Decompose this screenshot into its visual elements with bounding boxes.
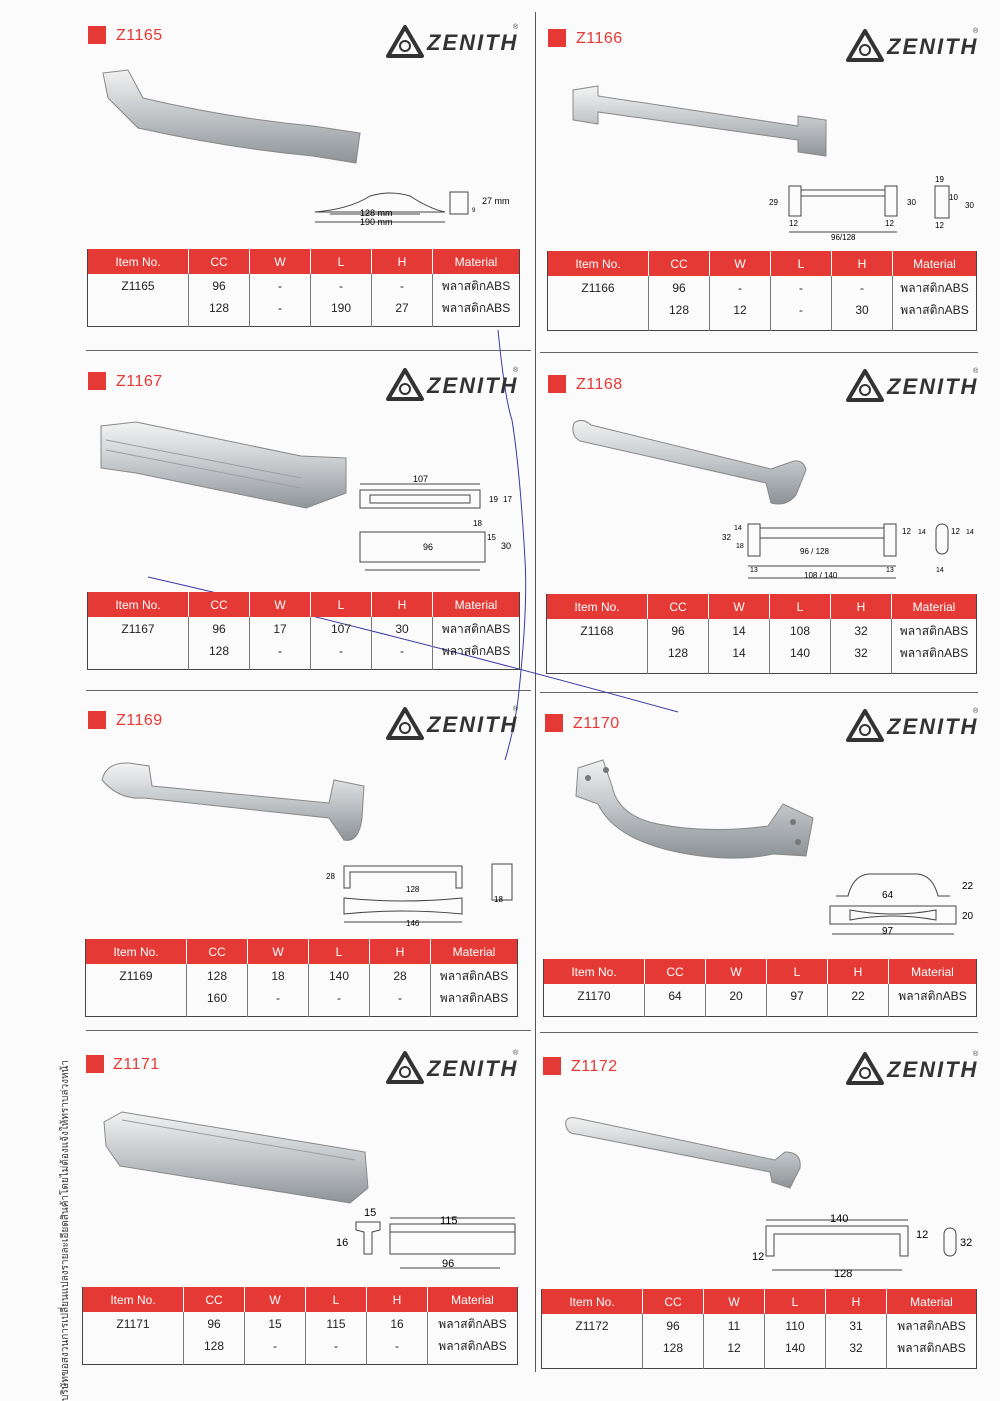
dim-label: 190 mm — [360, 217, 393, 227]
cell-item: Z1169 — [86, 964, 187, 1016]
product-photo — [568, 78, 833, 163]
dim-label: 12 — [935, 221, 944, 230]
header-h: H — [831, 594, 892, 619]
spec-table — [82, 1287, 518, 1365]
product-code: Z1171 — [113, 1056, 160, 1073]
cell-w: 15 - — [245, 1312, 306, 1364]
product-photo — [560, 1112, 810, 1194]
cell-material: พลาสติกABS พลาสติกABS — [899, 624, 969, 660]
cell-item: Z1166 — [548, 276, 649, 330]
zenith-triangle-icon — [845, 28, 885, 64]
header-h: H — [832, 251, 893, 276]
brand-name: ZENITH — [427, 712, 519, 737]
header-w: W — [248, 939, 309, 964]
product-photo — [94, 758, 374, 848]
dim-label: 28 — [326, 872, 335, 881]
registered-mark: ® — [513, 1050, 519, 1057]
header-item-no: Item No. — [547, 594, 648, 619]
header-l: L — [311, 249, 372, 274]
zenith-triangle-icon — [385, 367, 425, 403]
product-code: Z1167 — [116, 373, 163, 390]
header-w: W — [245, 1287, 306, 1312]
cell-w: - - — [250, 274, 311, 326]
registered-mark: ® — [973, 28, 979, 35]
product-code: Z1170 — [573, 715, 620, 732]
spec-table — [87, 249, 520, 327]
zenith-logo — [845, 708, 985, 744]
cell-material: พลาสติกABS พลาสติกABS — [439, 969, 509, 1005]
header-cc: CC — [189, 249, 250, 274]
cell-w: 11 12 — [704, 1314, 765, 1368]
product-code: Z1165 — [116, 27, 163, 44]
header-l: L — [306, 1287, 367, 1312]
cell-material: พลาสติกABS พลาสติกABS — [900, 281, 969, 317]
dimension-drawing — [310, 184, 530, 230]
dim-label: 30 — [501, 541, 512, 551]
dim-label: 30 — [965, 201, 974, 210]
cell-material: พลาสติกABS พลาสติกABS — [897, 1319, 966, 1355]
dim-label: 96 — [442, 1258, 455, 1270]
zenith-logo — [845, 368, 985, 404]
cell-cc: 96 128 — [189, 617, 250, 669]
zenith-logo — [385, 367, 525, 403]
product-code: Z1169 — [116, 712, 163, 729]
dim-label: 12 — [885, 219, 894, 228]
code-marker — [548, 375, 566, 393]
cell-l: - 190 — [311, 274, 372, 326]
product-photo — [96, 418, 351, 513]
dim-label: 107 — [413, 474, 429, 484]
zenith-triangle-icon — [385, 1050, 425, 1086]
zenith-triangle-icon — [845, 708, 885, 744]
dim-label: 146 — [406, 919, 420, 928]
dim-label: 15 — [364, 1207, 377, 1219]
header-l: L — [771, 251, 832, 276]
registered-mark: ® — [973, 708, 979, 715]
product-photo — [100, 1108, 375, 1208]
header-cc: CC — [643, 1289, 704, 1314]
product-photo — [566, 415, 816, 510]
cell-material: พลาสติกABS พลาสติกABS — [441, 279, 511, 315]
header-h: H — [370, 939, 431, 964]
dim-label: 96 / 128 — [800, 547, 829, 556]
cell-l: 107 - — [311, 617, 372, 669]
header-item-no: Item No. — [544, 959, 645, 984]
zenith-triangle-icon — [385, 706, 425, 742]
cell-w: 20 — [706, 984, 767, 1016]
dim-label: 27 mm — [482, 196, 510, 206]
cell-w: 14 14 — [709, 619, 770, 673]
dim-label: 128 mm — [360, 208, 393, 218]
cell-l: 108 140 — [770, 619, 831, 673]
dim-label: 12 — [916, 1229, 929, 1241]
header-w: W — [250, 592, 311, 617]
dim-label: 10 — [949, 193, 958, 202]
dim-label: 12 — [951, 527, 960, 536]
zenith-triangle-icon — [845, 368, 885, 404]
cell-w: 18 - — [248, 964, 309, 1016]
cell-item: Z1168 — [547, 619, 648, 673]
dimension-drawing — [765, 172, 980, 244]
cell-material: พลาสติกABS พลาสติกABS — [441, 622, 511, 658]
code-marker — [88, 711, 106, 729]
dim-label: 18 — [736, 543, 744, 550]
header-l: L — [309, 939, 370, 964]
dim-label: 13 — [886, 567, 894, 574]
dim-label: 29 — [769, 198, 778, 207]
code-marker — [548, 29, 566, 47]
brand-name: ZENITH — [887, 714, 979, 739]
header-l: L — [765, 1289, 826, 1314]
dimension-drawing — [828, 868, 980, 940]
side-note: บริษัทขอสงวนการเปลี่ยนแปลงรายละเอียดสินค้าโดยไม่ต้องแจ้งให้ทราบล่วงหน้า — [60, 1060, 71, 1401]
cell-h: 28 - — [370, 964, 431, 1016]
registered-mark: ® — [513, 367, 519, 374]
header-w: W — [704, 1289, 765, 1314]
dim-label: 12 — [789, 219, 798, 228]
brand-name: ZENITH — [427, 1056, 519, 1081]
dim-label: 18 — [473, 519, 482, 528]
brand-name: ZENITH — [427, 30, 519, 55]
spec-table — [546, 594, 977, 674]
spec-table — [541, 1289, 977, 1369]
registered-mark: ® — [973, 368, 979, 375]
zenith-logo — [845, 28, 985, 64]
header-item-no: Item No. — [548, 251, 649, 276]
code-marker — [86, 1055, 104, 1073]
cell-h: 16 - — [367, 1312, 428, 1364]
cell-l: - - — [771, 276, 832, 330]
zenith-triangle-icon — [385, 24, 425, 60]
header-material: Material — [428, 1287, 518, 1312]
dimension-drawing — [718, 518, 978, 586]
code-marker — [543, 1057, 561, 1075]
cell-cc: 96 128 — [643, 1314, 704, 1368]
cell-l: 110 140 — [765, 1314, 826, 1368]
cell-cc: 64 — [645, 984, 706, 1016]
cell-item: Z1172 — [542, 1314, 643, 1368]
dim-label: 18 — [494, 895, 503, 904]
registered-mark: ® — [513, 24, 519, 31]
header-w: W — [706, 959, 767, 984]
dim-label: 13 — [750, 567, 758, 574]
code-marker — [545, 714, 563, 732]
cell-h: - 27 — [372, 274, 433, 326]
header-w: W — [250, 249, 311, 274]
dim-label: 128 — [406, 885, 420, 894]
cell-h: - 30 — [832, 276, 893, 330]
cell-w: - 12 — [710, 276, 771, 330]
header-material: Material — [889, 959, 977, 984]
header-h: H — [828, 959, 889, 984]
dimension-drawing — [322, 858, 522, 930]
code-marker — [88, 26, 106, 44]
dim-label: 16 — [336, 1237, 349, 1249]
dim-label: 9 — [472, 208, 476, 214]
cell-material: พลาสติกABS — [898, 989, 967, 1003]
spec-table — [87, 592, 520, 670]
dimension-drawing — [750, 1210, 975, 1282]
header-cc: CC — [649, 251, 710, 276]
registered-mark: ® — [973, 1051, 979, 1058]
dim-label: 14 — [966, 529, 974, 536]
cell-l: 115 - — [306, 1312, 367, 1364]
zenith-logo — [385, 706, 525, 742]
cell-cc: 96 128 — [184, 1312, 245, 1364]
header-w: W — [710, 251, 771, 276]
dim-label: 12 — [752, 1251, 765, 1263]
header-l: L — [770, 594, 831, 619]
dim-label: 12 — [902, 527, 911, 536]
header-item-no: Item No. — [88, 592, 189, 617]
code-marker — [88, 372, 106, 390]
cell-h: 30 - — [372, 617, 433, 669]
header-item-no: Item No. — [88, 249, 189, 274]
header-cc: CC — [648, 594, 709, 619]
cell-cc: 96 128 — [649, 276, 710, 330]
dim-label: 30 — [907, 198, 916, 207]
header-item-no: Item No. — [542, 1289, 643, 1314]
product-code: Z1166 — [576, 30, 623, 47]
header-w: W — [709, 594, 770, 619]
cell-l: 97 — [767, 984, 828, 1016]
zenith-triangle-icon — [845, 1051, 885, 1087]
cell-h: 22 — [828, 984, 889, 1016]
product-photo — [98, 68, 368, 173]
cell-item: Z1171 — [83, 1312, 184, 1364]
product-code: Z1168 — [576, 376, 623, 393]
dim-label: 140 — [830, 1213, 849, 1225]
header-l: L — [767, 959, 828, 984]
cell-item: Z1165 — [88, 274, 189, 326]
header-cc: CC — [645, 959, 706, 984]
cell-cc: 96 128 — [648, 619, 709, 673]
brand-name: ZENITH — [427, 373, 519, 398]
header-material: Material — [892, 594, 977, 619]
dim-label: 96/128 — [831, 233, 856, 242]
cell-w: 17 - — [250, 617, 311, 669]
dim-label: 14 — [734, 525, 742, 532]
header-l: L — [311, 592, 372, 617]
registered-mark: ® — [513, 706, 519, 713]
header-h: H — [367, 1287, 428, 1312]
dim-label: 20 — [962, 911, 974, 922]
brand-name: ZENITH — [887, 34, 979, 59]
header-h: H — [372, 592, 433, 617]
header-material: Material — [887, 1289, 977, 1314]
dim-label: 22 — [962, 881, 974, 892]
cell-cc: 128 160 — [187, 964, 248, 1016]
spec-table — [85, 939, 518, 1017]
dim-label: 128 — [834, 1268, 853, 1280]
header-cc: CC — [184, 1287, 245, 1312]
dim-label: 32 — [722, 533, 731, 542]
dim-label: 64 — [882, 890, 894, 901]
cell-material: พลาสติกABS พลาสติกABS — [438, 1317, 507, 1353]
dim-label: 15 — [487, 533, 496, 542]
dim-label: 14 — [918, 529, 926, 536]
dimension-drawing — [355, 470, 525, 580]
cell-item: Z1167 — [88, 617, 189, 669]
zenith-logo — [845, 1051, 985, 1087]
dim-label: 19 — [935, 175, 944, 184]
cell-h: 31 32 — [826, 1314, 887, 1368]
cell-l: 140 - — [309, 964, 370, 1016]
header-cc: CC — [189, 592, 250, 617]
header-item-no: Item No. — [86, 939, 187, 964]
zenith-logo — [385, 1050, 525, 1086]
spec-table — [547, 251, 977, 331]
cell-h: 32 32 — [831, 619, 892, 673]
dim-label: 17 — [503, 495, 512, 504]
dim-label: 115 — [440, 1215, 458, 1227]
product-photo — [568, 756, 823, 868]
cell-item: Z1170 — [544, 984, 645, 1016]
spec-table — [543, 959, 977, 1017]
brand-name: ZENITH — [887, 1057, 979, 1082]
brand-name: ZENITH — [887, 374, 979, 399]
dim-label: 108 / 140 — [804, 571, 838, 580]
header-cc: CC — [187, 939, 248, 964]
dim-label: 97 — [882, 926, 894, 937]
header-h: H — [826, 1289, 887, 1314]
zenith-logo — [385, 24, 525, 60]
header-material: Material — [433, 249, 520, 274]
header-item-no: Item No. — [83, 1287, 184, 1312]
dim-label: 19 — [489, 495, 498, 504]
header-material: Material — [433, 592, 520, 617]
header-h: H — [372, 249, 433, 274]
dim-label: 96 — [423, 542, 434, 552]
cell-cc: 96 128 — [189, 274, 250, 326]
dimension-drawing — [330, 1204, 525, 1274]
dim-label: 14 — [936, 567, 944, 574]
header-material: Material — [431, 939, 518, 964]
product-code: Z1172 — [571, 1058, 618, 1075]
dim-label: 32 — [960, 1237, 973, 1249]
header-material: Material — [893, 251, 977, 276]
